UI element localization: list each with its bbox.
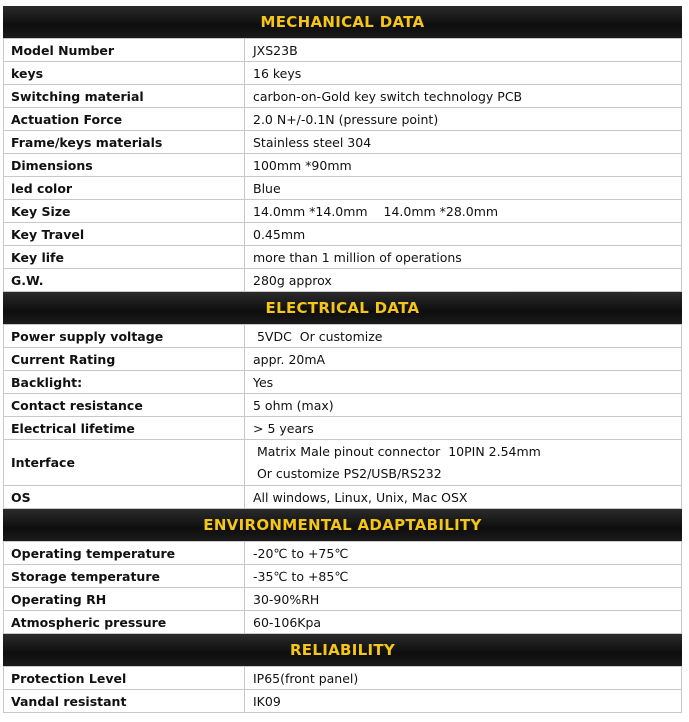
table-row bbox=[4, 611, 682, 634]
spec-label: Contact resistance bbox=[4, 394, 245, 417]
spec-label: Actuation Force bbox=[4, 108, 245, 131]
spec-value-line: 5VDC Or customize bbox=[253, 328, 383, 344]
spec-value-line: IP65(front panel) bbox=[253, 670, 359, 686]
spec-value-line: All windows, Linux, Unix, Mac OSX bbox=[253, 489, 468, 505]
table-row bbox=[4, 325, 682, 348]
spec-value-line: 60-106Kpa bbox=[253, 614, 322, 630]
spec-value bbox=[245, 325, 682, 348]
spec-label: Operating RH bbox=[4, 588, 245, 611]
spec-value bbox=[245, 565, 682, 588]
section-table-reliability bbox=[3, 666, 682, 713]
spec-value-line: 280g approx bbox=[253, 272, 332, 288]
spec-value-line: more than 1 million of operations bbox=[253, 249, 462, 265]
spec-value-line: Yes bbox=[253, 374, 274, 390]
spec-value-line: 2.0 N+/-0.1N (pressure point) bbox=[253, 111, 439, 127]
spec-value bbox=[245, 62, 682, 85]
table-row bbox=[4, 108, 682, 131]
table-row bbox=[4, 348, 682, 371]
spec-label: Dimensions bbox=[4, 154, 245, 177]
spec-table bbox=[3, 6, 682, 713]
section-header-environmental-adaptability: ENVIRONMENTAL ADAPTABILITY bbox=[3, 509, 682, 541]
spec-value-line: appr. 20mA bbox=[253, 351, 326, 367]
spec-value bbox=[245, 486, 682, 509]
spec-value-line: carbon-on-Gold key switch technology PCB bbox=[253, 88, 523, 104]
spec-label: Electrical lifetime bbox=[4, 417, 245, 440]
table-row bbox=[4, 588, 682, 611]
spec-label: Vandal resistant bbox=[4, 690, 245, 713]
spec-label: Power supply voltage bbox=[4, 325, 245, 348]
spec-label: Protection Level bbox=[4, 667, 245, 690]
table-row bbox=[4, 85, 682, 108]
spec-value bbox=[245, 394, 682, 417]
table-row bbox=[4, 417, 682, 440]
spec-value-line: 5 ohm (max) bbox=[253, 397, 334, 413]
spec-value-line: 14.0mm *14.0mm 14.0mm *28.0mm bbox=[253, 203, 499, 219]
spec-value-line: IK09 bbox=[253, 693, 281, 709]
spec-value bbox=[245, 177, 682, 200]
spec-value bbox=[245, 588, 682, 611]
spec-label: Atmospheric pressure bbox=[4, 611, 245, 634]
table-row bbox=[4, 154, 682, 177]
spec-value bbox=[245, 690, 682, 713]
spec-label: OS bbox=[4, 486, 245, 509]
spec-label: led color bbox=[4, 177, 245, 200]
spec-value-line: -35℃ to +85℃ bbox=[253, 568, 349, 584]
spec-label: Current Rating bbox=[4, 348, 245, 371]
spec-value-line: Or customize PS2/USB/RS232 bbox=[253, 465, 442, 481]
section-table-environmental-adaptability bbox=[3, 541, 682, 634]
spec-label: keys bbox=[4, 62, 245, 85]
spec-value-line: JXS23B bbox=[253, 42, 298, 58]
section-table-electrical-data bbox=[3, 324, 682, 509]
table-row bbox=[4, 39, 682, 62]
spec-value-line: 30-90%RH bbox=[253, 591, 320, 607]
spec-label: Key Size bbox=[4, 200, 245, 223]
spec-value bbox=[245, 108, 682, 131]
table-row bbox=[4, 690, 682, 713]
table-row bbox=[4, 223, 682, 246]
table-row bbox=[4, 486, 682, 509]
table-row bbox=[4, 394, 682, 417]
spec-label: Model Number bbox=[4, 39, 245, 62]
spec-label: Storage temperature bbox=[4, 565, 245, 588]
spec-value bbox=[245, 348, 682, 371]
table-row bbox=[4, 131, 682, 154]
table-row bbox=[4, 246, 682, 269]
spec-value-line: -20℃ to +75℃ bbox=[253, 545, 349, 561]
table-row bbox=[4, 62, 682, 85]
spec-value bbox=[245, 611, 682, 634]
spec-value bbox=[245, 246, 682, 269]
spec-value-line: Stainless steel 304 bbox=[253, 134, 372, 150]
spec-label: Interface bbox=[4, 440, 245, 486]
spec-label: Key Travel bbox=[4, 223, 245, 246]
table-row bbox=[4, 565, 682, 588]
table-row bbox=[4, 542, 682, 565]
spec-value bbox=[245, 542, 682, 565]
spec-value bbox=[245, 223, 682, 246]
spec-value bbox=[245, 200, 682, 223]
spec-value-line: 100mm *90mm bbox=[253, 157, 352, 173]
spec-value-line: Matrix Male pinout connector 10PIN 2.54mm bbox=[253, 443, 541, 459]
spec-value bbox=[245, 85, 682, 108]
spec-value bbox=[245, 39, 682, 62]
spec-value-line: Blue bbox=[253, 180, 281, 196]
section-table-mechanical-data bbox=[3, 38, 682, 292]
spec-label: Backlight: bbox=[4, 371, 245, 394]
section-header-electrical-data: ELECTRICAL DATA bbox=[3, 292, 682, 324]
section-header-mechanical-data: MECHANICAL DATA bbox=[3, 6, 682, 38]
spec-label: Frame/keys materials bbox=[4, 131, 245, 154]
section-header-reliability: RELIABILITY bbox=[3, 634, 682, 666]
table-row bbox=[4, 667, 682, 690]
spec-value-line: 0.45mm bbox=[253, 226, 306, 242]
spec-value bbox=[245, 131, 682, 154]
table-row bbox=[4, 440, 682, 486]
spec-value bbox=[245, 417, 682, 440]
spec-label: G.W. bbox=[4, 269, 245, 292]
spec-label: Key life bbox=[4, 246, 245, 269]
spec-value bbox=[245, 154, 682, 177]
table-row bbox=[4, 177, 682, 200]
spec-value bbox=[245, 667, 682, 690]
spec-value bbox=[245, 440, 682, 486]
table-row bbox=[4, 371, 682, 394]
table-row bbox=[4, 200, 682, 223]
spec-value-line: 16 keys bbox=[253, 65, 302, 81]
spec-label: Operating temperature bbox=[4, 542, 245, 565]
spec-value-line: > 5 years bbox=[253, 420, 314, 436]
spec-label: Switching material bbox=[4, 85, 245, 108]
table-row bbox=[4, 269, 682, 292]
spec-value bbox=[245, 371, 682, 394]
spec-value bbox=[245, 269, 682, 292]
